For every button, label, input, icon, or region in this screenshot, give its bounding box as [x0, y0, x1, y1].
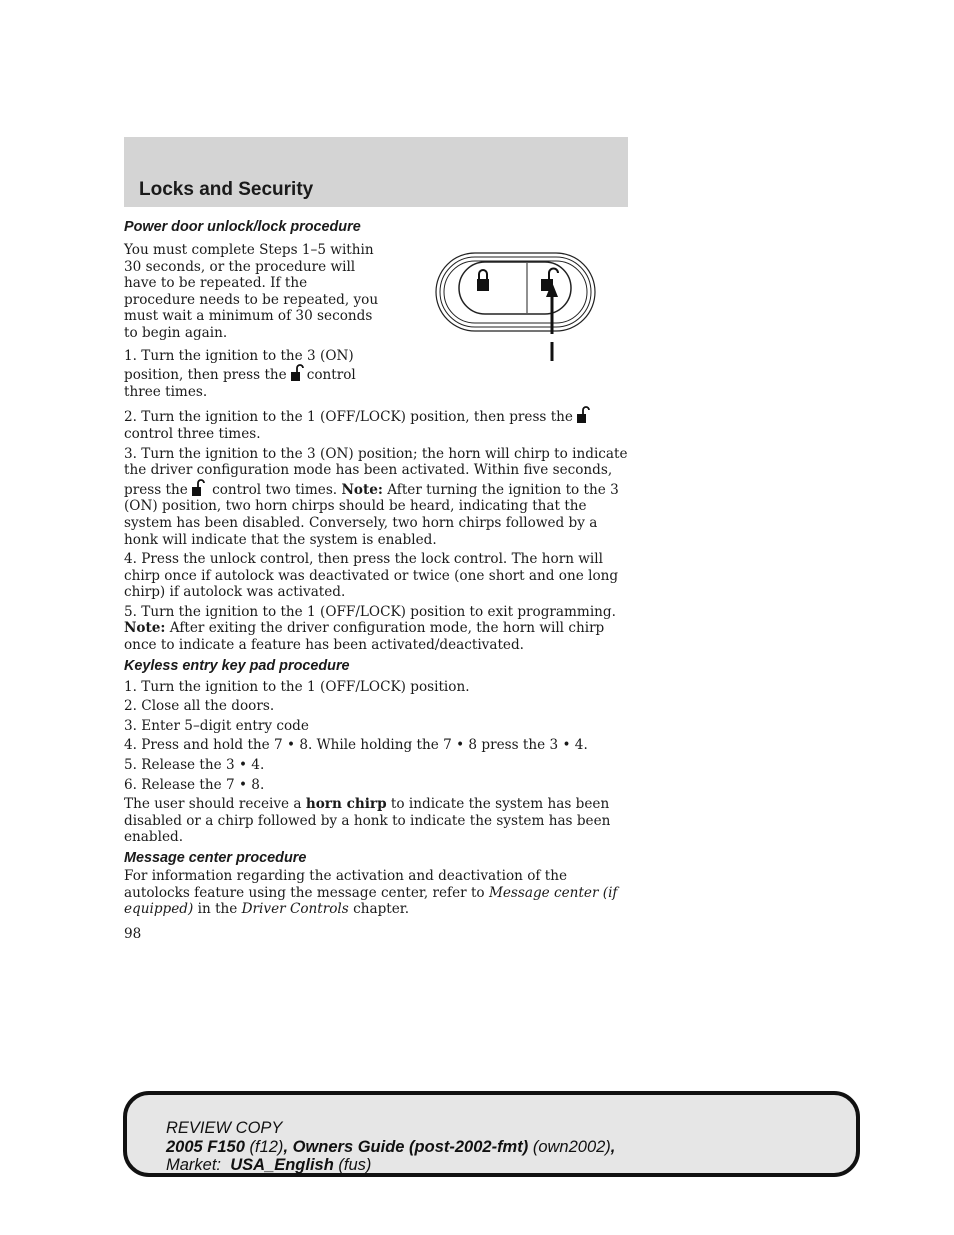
review-copy-footer — [123, 1091, 860, 1177]
review-copy-label: REVIEW COPY — [166, 1119, 283, 1137]
message-center-heading: Message center procedure — [124, 850, 307, 866]
power-door-step-2: 2. Turn the ignition to the 1 (OFF/LOCK) position, then press the control three times. — [124, 406, 630, 442]
keypad-step-2: 2. Close all the doors. — [124, 698, 275, 715]
note-label: Note: — [124, 620, 166, 637]
unlock-icon — [191, 479, 205, 497]
keypad-step-5: 5. Release the 3 • 4. — [124, 757, 265, 774]
message-center-text: For information regarding the activation and deactivation of the autolocks feature using the message center, refer to Message center (if equipped) in the Driver Controls chapter. — [124, 868, 618, 918]
keypad-result: The user should receive a horn chirp to indicate the system has been disabled or a chirp followed by a honk to indicate the system has been enabled. — [124, 796, 611, 846]
keypad-heading: Keyless entry key pad procedure — [124, 657, 350, 674]
unlock-icon — [290, 364, 304, 382]
keypad-step-1: 1. Turn the ignition to the 1 (OFF/LOCK) position. — [124, 678, 470, 695]
page-number: 98 — [124, 926, 142, 942]
power-door-heading: Power door unlock/lock procedure — [124, 219, 361, 235]
page-content — [124, 218, 630, 921]
power-door-step-3: 3. Turn the ignition to the 3 (ON) position; the horn will chirp to indicate the driver configuration mode has been activated. Within five seconds, press the control two times. Note: After turning the ignition to the 3 (ON) position, two horn chirps should be heard, indicating that the system has been disabled. Conversely, two horn chirps followed by a honk will indicate that the system is enabled. — [124, 445, 628, 548]
chapter-reference: Driver Controls — [241, 901, 349, 918]
keypad-step-6: 6. Release the 7 • 8. — [124, 776, 265, 793]
cross-reference: Message center (if equipped) — [124, 884, 618, 918]
power-door-intro: You must complete Steps 1–5 within 30 seconds, or the procedure will have to be repeated. If the procedure needs to be repeated, you must wait a minimum of 30 seconds to begin again. — [124, 242, 379, 341]
keypad-step-4: 4. Press and hold the 7 • 8. While holding the 7 • 8 press the 3 • 4. — [124, 737, 588, 754]
power-door-step-4: 4. Press the unlock control, then press the lock control. The horn will chirp once if autolock was deactivated or twice (one short and one long chirp) if autolock was activated. — [124, 551, 619, 601]
page-title: Locks and Security — [139, 179, 314, 200]
unlock-icon — [576, 406, 590, 424]
footer-model-line: 2005 F150 (f12), Owners Guide (post-2002-fmt) (own2002), — [166, 1137, 616, 1156]
note-label: Note: — [341, 481, 383, 498]
keypad-step-3: 3. Enter 5–digit entry code — [124, 717, 309, 734]
power-door-step-5: 5. Turn the ignition to the 1 (OFF/LOCK) position to exit programming. Note: After exiting the driver configuration mode, the horn will chirp once to indicate a feature has been activated/deactivated. — [124, 603, 616, 654]
section-header-band — [124, 137, 628, 207]
footer-market-line: Market: USA_English (fus) — [166, 1156, 372, 1174]
power-door-step-1: 1. Turn the ignition to the 3 (ON) position, then press the control three times. — [124, 347, 356, 400]
